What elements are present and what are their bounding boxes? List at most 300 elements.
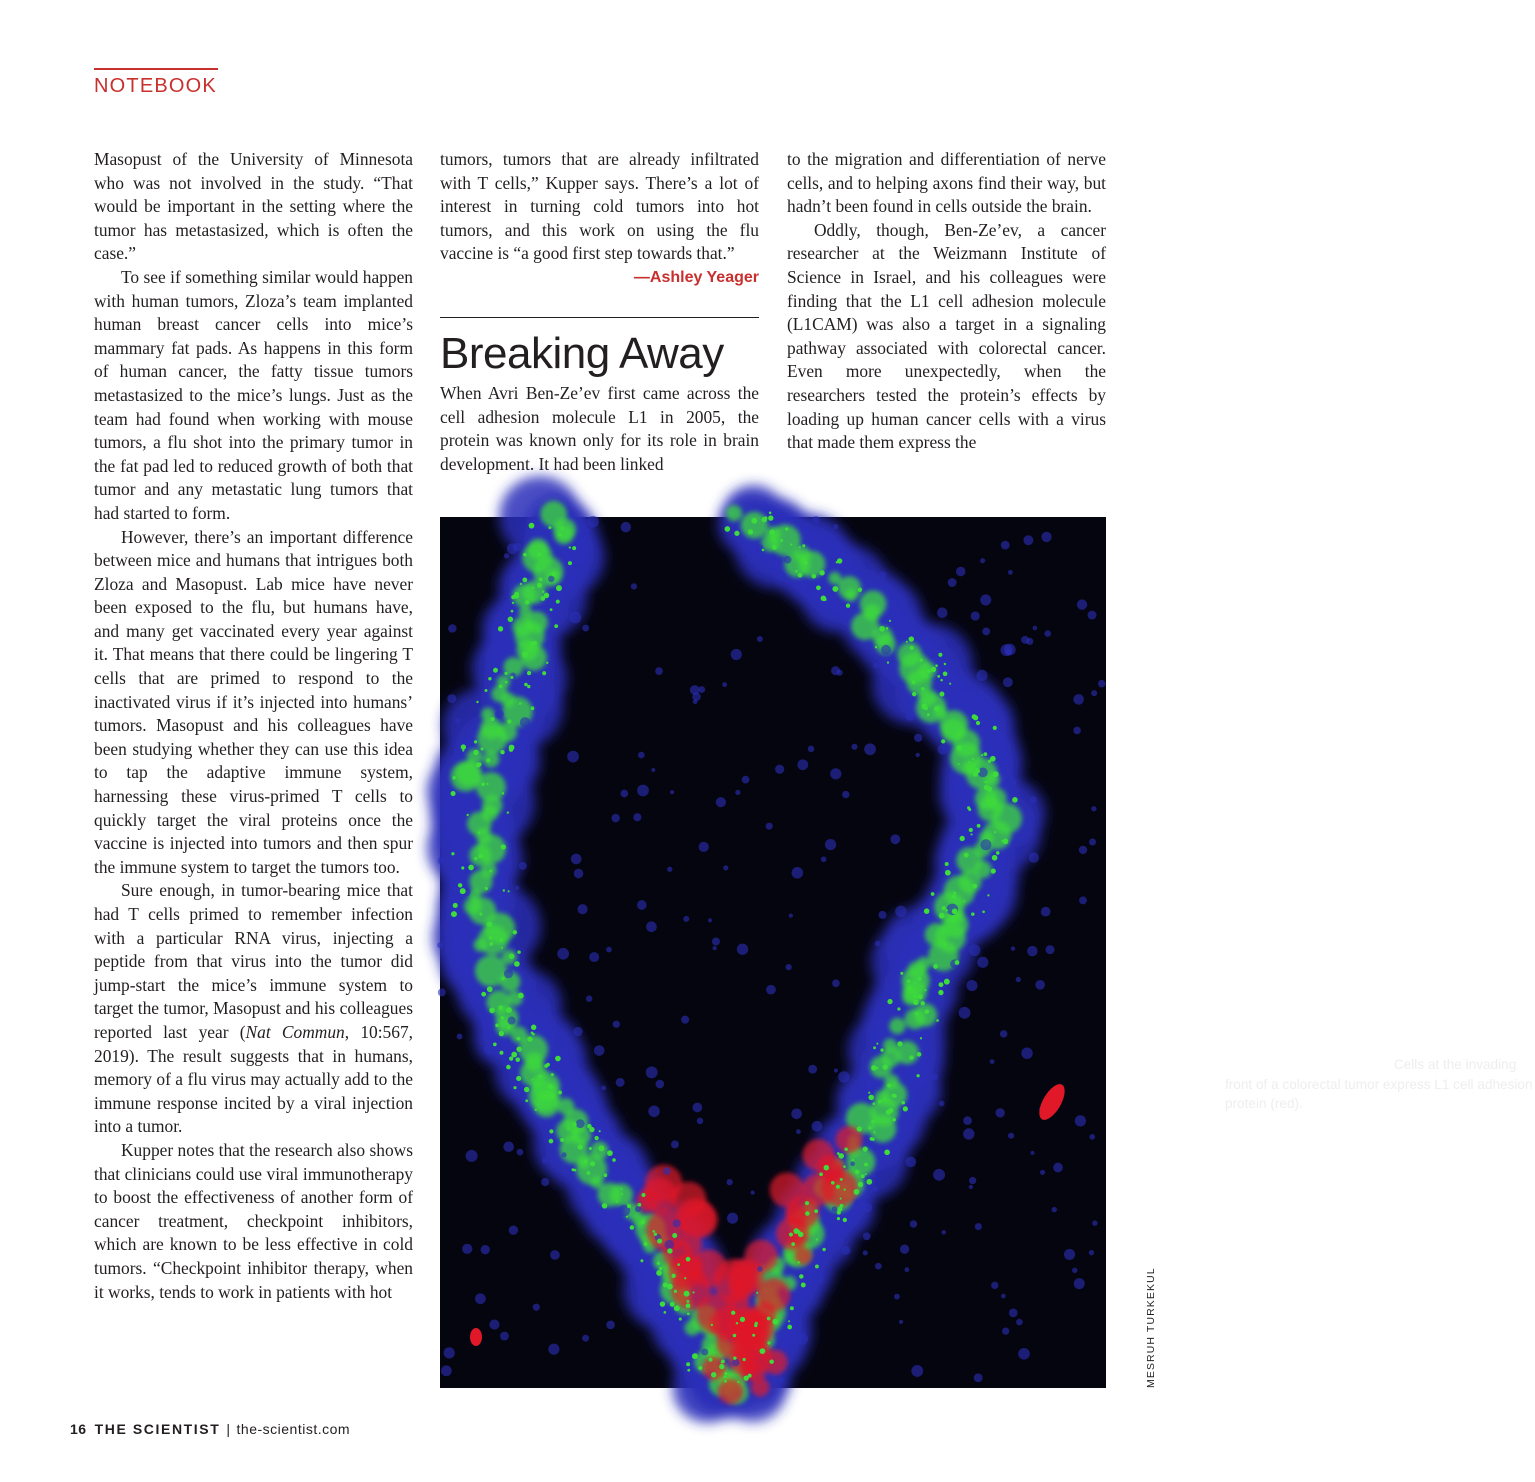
green-speck (871, 1138, 874, 1141)
scattered-nucleus (517, 1149, 524, 1156)
green-speck (892, 1118, 895, 1121)
green-speck (985, 781, 988, 784)
green-speck (887, 999, 892, 1004)
scattered-nucleus (671, 1140, 679, 1148)
scattered-nucleus (1053, 1163, 1063, 1173)
scattered-nucleus (1098, 680, 1106, 688)
green-speck (502, 792, 504, 794)
scattered-nucleus (1001, 541, 1010, 550)
scattered-nucleus (576, 1119, 585, 1128)
scattered-nucleus (832, 979, 840, 987)
green-speck (811, 574, 816, 579)
green-speck (602, 1203, 608, 1209)
scattered-nucleus (757, 636, 763, 642)
green-speck (878, 1100, 881, 1103)
green-speck (972, 884, 977, 889)
green-speck (887, 1083, 891, 1087)
green-speck (502, 977, 505, 980)
scattered-nucleus (500, 1332, 509, 1341)
green-speck (837, 1211, 841, 1215)
green-speck (816, 585, 821, 590)
green-speck (952, 908, 958, 914)
green-speck (941, 739, 945, 743)
scattered-nucleus (708, 918, 712, 922)
green-speck (692, 1353, 698, 1359)
green-speck (844, 1189, 846, 1191)
scattered-nucleus (784, 556, 792, 564)
green-speck (520, 583, 522, 585)
scattered-nucleus (995, 1108, 1004, 1117)
green-speck (937, 675, 940, 678)
green-speck (886, 627, 889, 630)
green-speck (514, 592, 519, 597)
scattered-nucleus (906, 711, 916, 721)
green-speck (527, 685, 530, 688)
green-speck (652, 1230, 655, 1233)
green-speck (607, 1150, 613, 1156)
green-speck (971, 912, 975, 916)
green-speck (654, 1233, 657, 1236)
section-label: NOTEBOOK (94, 75, 217, 97)
green-speck (759, 1348, 765, 1354)
scattered-nucleus (656, 1080, 665, 1089)
cell-green (685, 1320, 700, 1335)
scattered-nucleus (601, 1086, 606, 1091)
scattered-nucleus (937, 744, 947, 754)
scattered-nucleus (937, 607, 948, 618)
green-speck (522, 577, 527, 582)
green-speck (908, 986, 912, 990)
green-speck (474, 740, 477, 743)
scattered-nucleus (484, 1044, 495, 1055)
scattered-nucleus (941, 1230, 946, 1235)
green-speck (599, 1130, 601, 1132)
green-speck (924, 908, 930, 914)
green-speck (968, 808, 971, 811)
scattered-nucleus (1030, 1151, 1034, 1155)
green-speck (964, 853, 969, 858)
caption-heading: LEADING THE CHARGE: (1225, 1057, 1391, 1072)
green-speck (684, 1277, 686, 1279)
scattered-nucleus (797, 759, 808, 770)
green-speck (798, 573, 803, 578)
green-speck (461, 744, 466, 749)
green-speck (789, 1232, 793, 1236)
green-speck (626, 1216, 628, 1218)
scattered-nucleus (613, 1021, 620, 1028)
scattered-nucleus (589, 952, 599, 962)
cell-green (726, 505, 742, 521)
green-speck (921, 704, 927, 710)
section-rule (94, 68, 218, 70)
scattered-nucleus (638, 752, 645, 759)
green-speck (598, 1145, 604, 1151)
green-speck (517, 1037, 521, 1041)
scattered-nucleus (808, 1065, 817, 1074)
scattered-nucleus (842, 791, 849, 798)
green-speck (674, 1290, 677, 1293)
scattered-nucleus (948, 578, 957, 587)
scattered-nucleus (838, 1071, 849, 1082)
scattered-nucleus (911, 1365, 923, 1377)
green-speck (803, 561, 807, 565)
green-speck (945, 870, 951, 876)
cell-red (718, 1379, 743, 1404)
green-speck (578, 1144, 583, 1149)
green-speck (939, 913, 945, 919)
cell-green (474, 938, 488, 952)
cell-green (845, 589, 857, 601)
scattered-nucleus (737, 944, 748, 955)
scattered-nucleus (796, 1129, 801, 1134)
scattered-nucleus (585, 528, 590, 533)
green-speck (498, 626, 503, 631)
green-speck (558, 1091, 562, 1095)
green-speck (942, 906, 946, 910)
green-speck (498, 1005, 503, 1010)
green-speck (909, 636, 915, 642)
green-speck (865, 1173, 867, 1175)
green-speck (513, 1086, 516, 1089)
green-speck (551, 1073, 554, 1076)
scattered-nucleus (481, 1245, 490, 1254)
green-speck (858, 1182, 863, 1187)
green-speck (740, 1317, 745, 1322)
scattered-nucleus (914, 734, 922, 742)
scattered-nucleus (573, 1027, 582, 1036)
scattered-nucleus (1089, 1134, 1095, 1140)
green-speck (486, 783, 488, 785)
green-speck (664, 1311, 667, 1314)
green-speck (684, 1291, 690, 1297)
scattered-nucleus (611, 814, 619, 822)
green-speck (993, 726, 997, 730)
green-speck (880, 1048, 883, 1051)
scattered-nucleus (1052, 1207, 1057, 1212)
journal-citation: Nat Commun (245, 1021, 345, 1042)
green-speck (968, 761, 970, 763)
green-speck (917, 977, 921, 981)
scattered-nucleus (567, 751, 579, 763)
scattered-nucleus (1091, 806, 1096, 811)
green-speck (889, 620, 891, 622)
paragraph: To see if something similar would happen with human tumors, Zloza’s team implanted human breast cancer cells into mice’s mammary fat pads. As happens in this form of human cancer, the fatty tissue tumors metastasized to the mice’s lungs. Just as the team had found when working with mouse tumors, a flu shot into the primary tumor in the fat pad led to reduced growth of both that tumor and any metastatic lung tumors that had started to form. (94, 266, 413, 523)
magazine-name: THE SCIENTIST (94, 1421, 221, 1437)
green-speck (802, 544, 805, 547)
author-byline: —Ashley Yeager (633, 268, 759, 286)
scattered-nucleus (594, 1045, 605, 1056)
green-speck (767, 1317, 771, 1321)
scattered-nucleus (821, 856, 827, 862)
green-speck (616, 1200, 618, 1202)
scattered-nucleus (606, 1320, 615, 1329)
green-speck (539, 577, 543, 581)
green-speck (858, 588, 862, 592)
green-speck (737, 1381, 739, 1383)
green-speck (656, 1270, 662, 1276)
scattered-nucleus (651, 768, 655, 772)
scattered-nucleus (789, 913, 793, 917)
green-speck (540, 596, 545, 601)
green-speck (748, 529, 753, 534)
green-speck (888, 1108, 893, 1113)
green-speck (805, 1201, 809, 1205)
green-speck (524, 683, 528, 687)
green-speck (478, 762, 482, 766)
green-speck (963, 900, 965, 902)
green-speck (769, 530, 775, 536)
scattered-nucleus (1002, 1328, 1009, 1335)
green-speck (939, 982, 944, 987)
scattered-nucleus (673, 1219, 681, 1227)
scattered-nucleus (515, 886, 520, 891)
scattered-nucleus (655, 667, 663, 675)
scattered-nucleus (778, 572, 786, 580)
paragraph: When Avri Ben-Ze’ev first came across the cell adhesion molecule L1 in 2005, the protein was known only for its role in brain development. It had been linked (440, 383, 759, 474)
scattered-nucleus (1075, 1115, 1086, 1126)
green-speck (509, 747, 514, 752)
green-speck (531, 1025, 536, 1030)
green-speck (451, 911, 457, 917)
green-speck (897, 1007, 900, 1010)
green-speck (537, 583, 542, 588)
green-speck (486, 758, 490, 762)
green-speck (844, 1147, 848, 1151)
green-speck (787, 1325, 792, 1330)
green-speck (917, 1052, 922, 1057)
scattered-nucleus (727, 1213, 738, 1224)
scattered-nucleus (966, 980, 977, 991)
green-speck (762, 549, 765, 552)
scattered-nucleus (475, 1293, 486, 1304)
cell-red (795, 1247, 812, 1264)
scattered-nucleus (457, 1033, 463, 1039)
scattered-nucleus (667, 867, 672, 872)
green-speck (1001, 840, 1003, 842)
scattered-nucleus (1021, 1047, 1032, 1058)
scattered-nucleus (562, 1152, 567, 1157)
scattered-nucleus (699, 842, 709, 852)
green-speck (855, 1170, 859, 1174)
column-1 (94, 148, 413, 1304)
green-speck (461, 866, 464, 869)
green-speck (767, 1341, 770, 1344)
red-cell-highlight (470, 1328, 482, 1346)
green-speck (503, 889, 505, 891)
green-speck (972, 758, 974, 760)
green-speck (612, 1158, 616, 1162)
scattered-nucleus (1091, 690, 1097, 696)
green-speck (640, 1220, 645, 1225)
scattered-nucleus (1006, 776, 1017, 787)
scattered-nucleus (980, 839, 991, 850)
scattered-nucleus (775, 765, 784, 774)
green-speck (733, 1356, 736, 1359)
green-speck (987, 894, 989, 896)
scattered-nucleus (939, 1101, 945, 1107)
cell-green (533, 1091, 559, 1117)
scattered-nucleus (805, 583, 816, 594)
scattered-nucleus (582, 625, 589, 632)
green-speck (984, 785, 989, 790)
green-speck (499, 1051, 503, 1055)
green-speck (538, 1075, 542, 1079)
scattered-nucleus (701, 1349, 708, 1356)
green-speck (944, 979, 950, 985)
green-speck (487, 922, 493, 928)
scattered-nucleus (769, 555, 777, 563)
green-speck (549, 1129, 553, 1133)
scattered-nucleus (444, 1347, 455, 1358)
scattered-nucleus (895, 906, 906, 917)
green-speck (821, 596, 827, 602)
scattered-nucleus (825, 839, 836, 850)
green-speck (769, 1359, 773, 1363)
column-3 (787, 148, 1106, 455)
scattered-nucleus (873, 662, 879, 668)
green-speck (791, 1242, 795, 1246)
scattered-nucleus (963, 1116, 972, 1125)
scattered-nucleus (904, 1267, 909, 1272)
green-speck (489, 1008, 495, 1014)
scattered-nucleus (792, 867, 804, 879)
green-speck (994, 831, 996, 833)
scattered-nucleus (863, 1250, 868, 1255)
scattered-nucleus (616, 1078, 625, 1087)
green-speck (754, 1324, 757, 1327)
scattered-nucleus (637, 900, 647, 910)
scattered-nucleus (888, 954, 895, 961)
scattered-nucleus (1016, 977, 1021, 982)
green-speck (971, 833, 973, 835)
cell-green (889, 1018, 905, 1034)
green-speck (927, 713, 930, 716)
green-speck (861, 1174, 865, 1178)
scattered-nucleus (1040, 1170, 1045, 1175)
green-speck (547, 1090, 549, 1092)
green-speck (840, 1204, 844, 1208)
scattered-nucleus (1000, 644, 1012, 656)
green-speck (790, 543, 792, 545)
green-speck (769, 511, 772, 514)
green-speck (537, 552, 541, 556)
green-speck (549, 1139, 554, 1144)
green-speck (505, 681, 508, 684)
green-speck (493, 1043, 497, 1047)
scattered-nucleus (976, 670, 987, 681)
green-speck (468, 865, 474, 871)
scattered-nucleus (509, 1225, 518, 1234)
green-speck (686, 1300, 689, 1303)
green-speck (801, 1283, 806, 1288)
scattered-nucleus (1008, 1133, 1014, 1139)
green-speck (762, 517, 768, 523)
cell-green (521, 644, 547, 670)
green-speck (525, 600, 530, 605)
green-speck (671, 1274, 675, 1278)
scattered-nucleus (855, 1200, 862, 1207)
scattered-nucleus (508, 1017, 516, 1025)
scattered-nucleus (980, 594, 991, 605)
green-speck (840, 1198, 842, 1200)
green-speck (996, 851, 1000, 855)
scattered-nucleus (975, 1223, 982, 1230)
scattered-nucleus (836, 669, 842, 675)
scattered-nucleus (969, 944, 981, 956)
scattered-nucleus (969, 1185, 973, 1189)
cell-green (741, 512, 768, 539)
green-speck (551, 572, 556, 577)
green-speck (939, 692, 944, 697)
green-speck (560, 1138, 564, 1142)
green-speck (805, 1211, 810, 1216)
cell-green (762, 534, 780, 552)
green-speck (976, 721, 980, 725)
green-speck (489, 936, 493, 940)
scattered-nucleus (735, 790, 740, 795)
green-speck (912, 692, 916, 696)
scattered-nucleus (959, 687, 964, 692)
green-speck (982, 910, 985, 913)
scattered-nucleus (1073, 694, 1084, 705)
headline-rule (440, 317, 759, 318)
scattered-nucleus (722, 682, 727, 687)
green-speck (630, 1225, 635, 1230)
green-speck (992, 855, 998, 861)
scattered-nucleus (841, 1246, 850, 1255)
scattered-nucleus (1023, 535, 1033, 545)
green-speck (993, 771, 999, 777)
green-speck (641, 1193, 645, 1197)
green-speck (474, 857, 478, 861)
scattered-nucleus (906, 1157, 917, 1168)
green-speck (897, 1041, 902, 1046)
green-speck (924, 989, 926, 991)
scattered-nucleus (757, 1266, 763, 1272)
green-speck (489, 869, 492, 872)
scattered-nucleus (956, 567, 966, 577)
paragraph-text: Sure enough, in tumor-bearing mice that had T cells primed to remember infection with a particular RNA virus, injecting a peptide from that virus into the tumor did jump-start the mice’s immune system to target the tumor, Masopust and his colleagues reported last year ( (94, 880, 413, 1042)
green-speck (692, 1291, 694, 1293)
scattered-nucleus (438, 988, 446, 996)
green-speck (594, 1136, 598, 1140)
scattered-nucleus (1046, 945, 1055, 954)
scattered-nucleus (868, 1029, 878, 1039)
scattered-nucleus (504, 553, 509, 558)
green-speck (931, 667, 937, 673)
green-speck (677, 1263, 680, 1266)
scattered-nucleus (904, 1132, 908, 1136)
green-speck (900, 972, 903, 975)
green-speck (951, 918, 953, 920)
green-speck (558, 533, 561, 536)
scattered-nucleus (910, 1220, 917, 1227)
green-speck (556, 600, 560, 604)
scattered-nucleus (981, 903, 986, 908)
scattered-nucleus (731, 649, 742, 660)
scattered-nucleus (447, 694, 456, 703)
green-speck (506, 1065, 511, 1070)
green-speck (548, 1084, 553, 1089)
scattered-nucleus (1089, 1250, 1094, 1255)
green-speck (799, 1274, 804, 1279)
scattered-nucleus (732, 1359, 739, 1366)
green-speck (944, 943, 947, 946)
scattered-nucleus (438, 857, 445, 864)
scattered-nucleus (1073, 727, 1081, 735)
green-speck (514, 961, 520, 967)
green-speck (527, 1036, 532, 1041)
